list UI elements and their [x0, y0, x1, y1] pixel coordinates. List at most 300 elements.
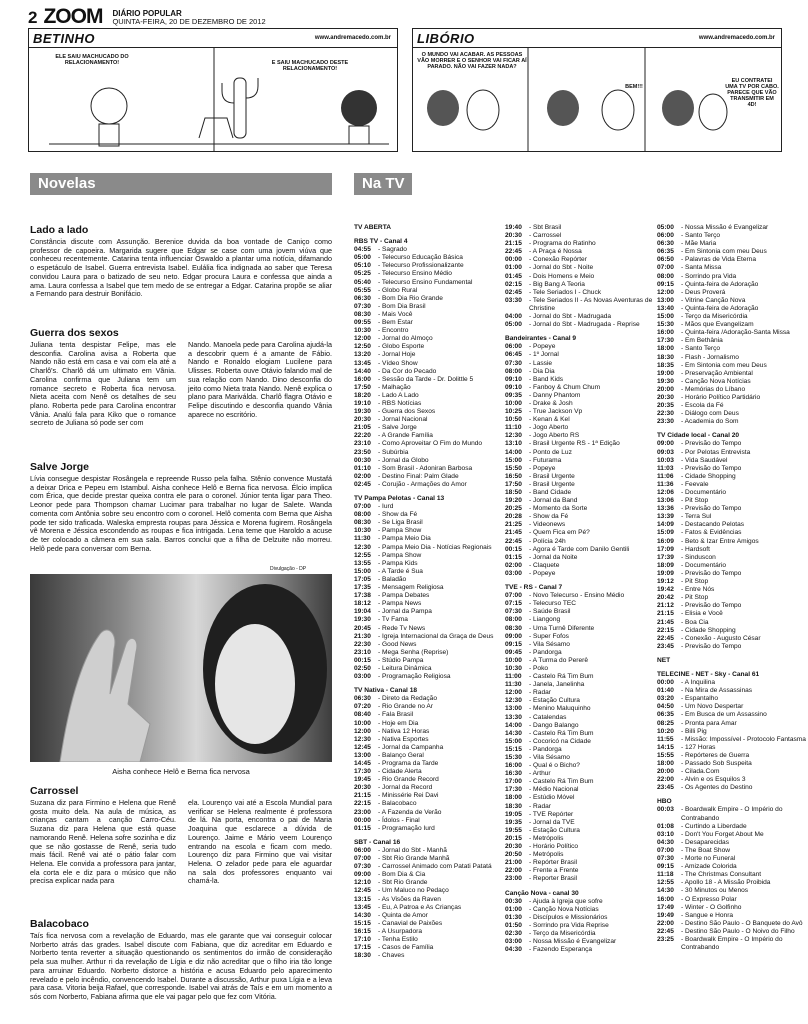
program-name: - Terço da Misericórdia	[681, 313, 748, 321]
program-time: 22:45	[657, 927, 674, 935]
program-name: - Espantalho	[681, 695, 719, 703]
program-time: 15:50	[505, 464, 522, 472]
program-time: 14:00	[505, 721, 522, 729]
program-row	[657, 297, 807, 305]
program-row	[657, 928, 807, 936]
program-row	[354, 744, 502, 752]
program-row	[505, 770, 653, 778]
program-name: - Metrópolis	[529, 834, 564, 842]
program-row	[354, 720, 502, 728]
program-row	[354, 809, 502, 817]
program-row	[354, 600, 502, 608]
program-name: - Quem Fica em Pé?	[529, 529, 590, 537]
program-time: 09:35	[505, 391, 522, 399]
program-time: 03:00	[505, 569, 522, 577]
comic-betinho	[28, 28, 398, 152]
program-row	[657, 768, 807, 776]
program-name: - Lassie	[529, 359, 553, 367]
program-name: - Leitura Dinâmica	[378, 664, 432, 672]
program-name: - Jornal Nacional	[378, 416, 428, 424]
program-name: - Carrossel	[529, 232, 562, 240]
channel-heading: RBS TV - Canal 4	[354, 238, 408, 246]
program-row	[657, 887, 807, 895]
program-name: - Casos de Família	[378, 944, 434, 952]
program-row	[657, 720, 807, 728]
program-row	[354, 728, 502, 736]
program-name: - Jornal da Pampa	[378, 608, 432, 616]
program-time: 18:12	[354, 600, 371, 608]
program-name: - Tv Fama	[378, 616, 408, 624]
program-name: - Catalendas	[529, 713, 567, 721]
program-name: - Programa da Tarde	[378, 760, 439, 767]
program-time: 09:15	[505, 640, 522, 648]
program-row	[505, 554, 653, 562]
program-name: - Igreja Internacional da Graça de Deus	[378, 632, 494, 640]
program-time: 15:00	[505, 737, 522, 745]
program-name: - Canção Nova Notícias	[681, 377, 751, 385]
program-name: - Estúdio Móvel	[529, 794, 575, 802]
program-row	[354, 511, 502, 519]
program-row	[354, 408, 502, 416]
program-name: - Nativa 12 Horas	[378, 727, 430, 735]
program-row	[354, 584, 502, 592]
program-row	[657, 513, 807, 521]
program-name: - Previsão do Tempo	[681, 464, 742, 472]
program-row	[657, 402, 807, 410]
program-time: 20:30	[505, 232, 522, 240]
program-name: - Eu, A Patroa e As Crianças	[378, 903, 462, 911]
program-time: 07:30	[354, 302, 371, 310]
program-time: 07:00	[657, 846, 674, 854]
program-time: 20:35	[657, 402, 674, 410]
program-time: 12:00	[354, 727, 371, 735]
program-name: - Estação Cultura	[529, 697, 580, 705]
program-time: 14:45	[354, 760, 371, 767]
program-name: - Telecurso Educação Básica	[378, 254, 463, 262]
program-row	[354, 703, 502, 711]
program-name: - As Visões da Raven	[378, 895, 441, 903]
program-time: 16:30	[505, 770, 522, 778]
program-row	[505, 289, 653, 297]
program-name: - Show da Fé	[378, 511, 418, 519]
program-row	[505, 343, 653, 351]
program-time: 06:50	[657, 256, 674, 264]
program-row	[354, 665, 502, 673]
program-name: - Som Brasil - Adoniran Barbosa	[378, 464, 473, 472]
program-time: 16:00	[657, 329, 674, 337]
program-row	[354, 544, 502, 552]
program-time: 01:08	[657, 822, 674, 830]
program-row	[657, 760, 807, 768]
program-row	[505, 946, 653, 954]
program-name: - True Jackson Vp	[529, 408, 583, 416]
program-time: 01:15	[505, 553, 522, 561]
program-name: - Momento da Sorte	[529, 505, 588, 513]
program-name: - Corujão - Armações do Amor	[378, 480, 467, 488]
program-name: - Stúdio Pampa	[378, 656, 424, 664]
program-row	[354, 457, 502, 465]
program-row	[657, 465, 807, 473]
program-row	[505, 240, 653, 248]
program-row	[657, 711, 807, 719]
program-row	[354, 552, 502, 560]
program-name: - Billi Pig	[681, 727, 707, 735]
photo-credit: Divulgação - DP	[270, 566, 307, 572]
program-row	[354, 920, 502, 928]
program-row	[657, 386, 807, 394]
program-time: 08:00	[505, 616, 522, 624]
program-row	[354, 535, 502, 543]
program-row	[354, 254, 502, 262]
program-name: - Baladão	[378, 575, 407, 583]
program-time: 13:39	[657, 513, 674, 521]
program-row	[354, 527, 502, 535]
program-time: 14:30	[657, 887, 674, 895]
program-row	[505, 930, 653, 938]
program-time: 17:30	[657, 337, 674, 345]
program-name: - Big Bang A Teoria	[529, 280, 585, 288]
program-time: 12:30	[505, 432, 522, 440]
program-row	[354, 360, 502, 368]
program-time: 18:30	[505, 802, 522, 810]
program-time: 11:30	[505, 681, 522, 689]
program-time: 17:10	[354, 935, 371, 943]
program-time: 00:00	[354, 816, 371, 824]
program-row	[505, 538, 653, 546]
program-name: - Sbt Brasil	[529, 224, 562, 231]
program-time: 01:40	[657, 687, 674, 695]
program-row	[354, 327, 502, 335]
program-name: - Subúrbia	[378, 448, 409, 456]
program-row	[505, 521, 653, 529]
program-name: - Dango Balango	[529, 721, 579, 729]
program-time: 13:30	[505, 713, 522, 721]
program-time: 19:35	[505, 818, 522, 826]
program-time: 03:00	[354, 673, 371, 681]
program-time: 18:30	[657, 353, 674, 361]
masthead	[112, 10, 265, 26]
newspaper-name: DIÁRIO POPULAR	[112, 9, 182, 18]
program-time: 05:55	[354, 286, 371, 294]
program-time: 17:30	[505, 786, 522, 794]
program-name: - Telecurso Profissionalizante	[378, 262, 464, 270]
speech-bubble: BEM!!!	[625, 84, 643, 90]
speech-bubble: O MUNDO VAI ACABAR. AS PESSOAS VÃO MORRER E O SENHOR VAI FICAR AÍ PARADO. NÃO VAI FAZER NADA?	[417, 52, 527, 70]
program-row	[657, 936, 807, 952]
program-name: - Programa do Ratinho	[529, 240, 596, 248]
program-name: - Liangong	[529, 616, 561, 624]
program-row	[354, 800, 502, 808]
program-name: - Polícia 24h	[529, 537, 566, 545]
program-time: 21:00	[505, 859, 522, 867]
story-title: Carrossel	[30, 785, 79, 797]
program-name: - Pandorga	[529, 745, 562, 753]
program-time: 20:45	[354, 624, 371, 632]
program-name: - Balacobaco	[378, 800, 417, 808]
program-name: - Em Sintonia com meu Deus	[681, 248, 767, 256]
program-name: - Radar	[529, 689, 551, 697]
program-row	[354, 855, 502, 863]
program-time: 19:20	[505, 497, 522, 505]
program-name: - Frente a Frente	[529, 867, 579, 875]
program-row	[657, 703, 807, 711]
program-name: - Conexão - Augusto César	[681, 634, 761, 642]
program-time: 21:45	[505, 529, 522, 537]
program-time: 16:00	[657, 895, 674, 903]
program-name: - Documentário	[681, 489, 727, 496]
program-name: - Balanço Geral	[378, 751, 424, 759]
program-time: 13:06	[657, 497, 674, 505]
program-name: - Sorrindo pra Vida Reprise	[529, 921, 609, 929]
program-name: - Popeye	[529, 569, 556, 577]
program-time: 06:00	[354, 846, 371, 854]
program-time: 18:30	[354, 952, 371, 960]
program-time: 12:06	[657, 489, 674, 496]
channel-heading: HBO	[657, 798, 672, 806]
program-time: 11:18	[657, 871, 674, 879]
program-name: - Previsão do Tempo	[681, 569, 742, 577]
program-name: - Palavras de Vida Eterna	[681, 256, 757, 264]
story-balacobaco	[30, 918, 332, 1002]
program-time: 13:15	[354, 895, 371, 903]
program-name: - Jornal do Sbt - Manhã	[378, 846, 447, 854]
program-time: 08:00	[657, 272, 674, 280]
program-row	[505, 681, 653, 689]
program-time: 06:30	[354, 695, 371, 703]
program-time: 20:15	[505, 834, 522, 842]
program-name: - Programação Religiosa	[378, 673, 451, 681]
program-name: - Santo Terço	[681, 232, 721, 240]
program-time: 02:45	[505, 288, 522, 296]
program-row	[505, 633, 653, 641]
story-title: Balacobaco	[30, 918, 89, 930]
program-name: - Quinta-feira /Adoração-Santa Missa	[681, 329, 790, 337]
program-name: - Globo Rural	[378, 286, 418, 294]
program-row	[354, 311, 502, 319]
program-time: 01:15	[354, 824, 371, 832]
program-time: 19:04	[354, 608, 371, 616]
program-time: 12:30	[505, 697, 522, 705]
program-row	[354, 432, 502, 440]
program-time: 19:12	[657, 578, 674, 586]
program-time: 08:25	[657, 719, 674, 727]
program-row	[505, 321, 653, 329]
program-time: 05:00	[505, 321, 522, 329]
program-row	[505, 778, 653, 786]
program-name: - Boardwalk Empire - O Império do Contrabando	[681, 806, 783, 822]
program-row	[354, 711, 502, 719]
program-row	[505, 473, 653, 481]
program-time: 09:03	[657, 448, 674, 456]
program-row	[354, 673, 502, 681]
program-row	[505, 505, 653, 513]
photo-illustration	[30, 574, 332, 762]
program-time: 18:20	[354, 391, 371, 399]
program-name: - Cilada.Com	[681, 768, 720, 776]
program-time: 12:55	[657, 879, 674, 887]
program-time: 03:20	[657, 695, 674, 703]
program-time: 22:45	[505, 537, 522, 545]
program-time: 12:45	[354, 743, 371, 751]
program-row	[505, 608, 653, 616]
program-time: 23:50	[354, 448, 371, 456]
program-time: 13:45	[354, 903, 371, 911]
program-row	[505, 616, 653, 624]
program-row	[354, 825, 502, 833]
program-time: 17:00	[505, 778, 522, 786]
story-title: Salve Jorge	[30, 461, 89, 473]
program-time: 03:30	[505, 296, 522, 304]
program-row	[505, 376, 653, 384]
program-time: 06:35	[657, 248, 674, 256]
program-time: 21:12	[657, 602, 674, 610]
program-row	[657, 586, 807, 594]
program-name: - Ponto de Luz	[529, 448, 572, 456]
program-name: - Jornal Hoje	[378, 351, 416, 359]
program-name: - A Inquilina	[681, 679, 716, 687]
program-row	[505, 738, 653, 746]
program-time: 07:30	[354, 863, 371, 871]
program-name: - Na Mira de Assassinas	[681, 687, 753, 695]
program-row	[354, 896, 502, 904]
program-row	[354, 351, 502, 359]
channel-heading: SBT - Canal 16	[354, 838, 401, 846]
program-time: 15:15	[354, 919, 371, 927]
program-name: - Winter - O Golfinho	[681, 903, 742, 911]
program-name: - Quinta-feira de Adoração	[681, 304, 759, 312]
program-time: 08:30	[505, 624, 522, 632]
program-name: - Salve Jorge	[378, 424, 417, 432]
story-text-col2: ela. Lourenço vai até a Escola Mundial para verificar se Helena realmente é professora de lá. Na porta, encontra o pai de Maria Joaquina que esclarece a dúvida de Lourenço. Jaime e Mário veem Lourenço entrando na escola e ficam com medo. Lourenço diz para Firmino que vai visitar Helena. O zelador pede para ele aguardar na sala dos professores enquanto vai chamá-la.	[188, 798, 332, 886]
program-time: 20:30	[354, 416, 371, 424]
program-name: - Os Agentes do Destino	[681, 784, 753, 792]
program-row	[657, 224, 807, 232]
program-row	[505, 224, 653, 232]
program-row	[505, 416, 653, 424]
program-time: 07:30	[657, 855, 674, 863]
channel-heading: Canção Nova - canal 30	[505, 889, 579, 897]
program-row	[657, 410, 807, 418]
program-time: 23:00	[354, 808, 371, 816]
program-time: 20:00	[657, 768, 674, 776]
program-name: - Direto da Redação	[378, 695, 438, 703]
story-lado-a-lado	[30, 224, 332, 299]
program-row	[354, 784, 502, 792]
program-name: - Flash - Jornalismo	[681, 353, 739, 361]
program-name: - Mãe Maria	[681, 240, 717, 248]
program-time: 22:15	[354, 800, 371, 808]
program-row	[354, 768, 502, 776]
program-row	[354, 944, 502, 952]
program-time: 10:20	[657, 727, 674, 735]
program-row	[354, 912, 502, 920]
program-time: 17:15	[354, 944, 371, 952]
program-name: - Boardwalk Empire - O Império do Contrabando	[681, 935, 783, 952]
program-name: - Passado Sob Suspeita	[681, 760, 752, 767]
program-name: - Deus Proverá	[681, 288, 726, 296]
program-name: - Sinduscon	[681, 553, 716, 561]
program-row	[505, 714, 653, 722]
program-name: - Super Fofos	[529, 632, 569, 640]
program-row	[657, 839, 807, 847]
program-time: 13:10	[505, 440, 522, 448]
program-name: - Claquete	[529, 561, 560, 569]
speech-bubble: E SAIU MACHUCADO DESTE RELACIONAMENTO!	[271, 60, 349, 72]
program-name: - Don't You Forget About Me	[681, 830, 764, 838]
program-time: 03:00	[505, 938, 522, 946]
program-time: 04:00	[505, 313, 522, 321]
program-time: 19:30	[657, 377, 674, 385]
program-row	[354, 904, 502, 912]
comic-strip-panel	[413, 47, 781, 151]
program-name: - Boa Cia	[681, 618, 709, 626]
program-name: - Bem Estar	[378, 319, 413, 327]
program-row	[354, 625, 502, 633]
program-row	[657, 264, 807, 272]
program-name: - Pandorga	[529, 648, 562, 656]
program-name: - Nossa Missão é Evangelizar	[529, 938, 617, 946]
program-time: 02:00	[354, 472, 371, 480]
program-name: - Quinta-feira de Adoração	[681, 280, 759, 288]
program-time: 17:09	[657, 545, 674, 553]
program-row	[354, 936, 502, 944]
program-time: 10:00	[505, 656, 522, 664]
program-time: 19:09	[657, 569, 674, 577]
program-name: - Pampa Debates	[378, 592, 430, 600]
program-row	[505, 400, 653, 408]
program-time: 04:50	[657, 703, 674, 711]
program-row	[657, 240, 807, 248]
program-time: 19:00	[657, 369, 674, 377]
program-row	[657, 497, 807, 505]
program-time: 13:00	[354, 751, 371, 759]
program-name: - Previsão do Tempo	[681, 642, 742, 650]
channel-heading: TV Nativa - Canal 18	[354, 687, 418, 695]
program-row	[354, 752, 502, 760]
program-name: - Hoje em Dia	[378, 719, 419, 727]
program-time: 08:30	[354, 519, 371, 527]
program-name: - Ídolos - Final	[378, 816, 420, 824]
program-row	[657, 687, 807, 695]
program-name: - A Usurpadora	[378, 927, 422, 935]
program-name: - O Expresso Polar	[681, 895, 737, 903]
program-row	[657, 904, 807, 912]
program-name: - Jornal do Sbt - Madrugada	[529, 313, 612, 321]
program-name: - Um Maluco no Pedaço	[378, 887, 449, 895]
program-name: - Kenan & Kel	[529, 416, 570, 424]
program-row	[505, 803, 653, 811]
program-row	[354, 736, 502, 744]
program-name: - Previsão do Tempo	[681, 505, 742, 513]
program-time: 11:30	[354, 535, 371, 543]
program-name: - Telecurso Ensino Médio	[378, 270, 452, 278]
program-name: - Cidade Shopping	[681, 472, 736, 480]
program-name: - Alvin e os Esquilos 3	[681, 776, 746, 784]
tv-listing-col3	[657, 224, 807, 952]
program-time: 16:15	[354, 927, 371, 935]
channel-heading: TVE - RS - Canal 7	[505, 584, 563, 592]
program-time: 00:30	[505, 897, 522, 905]
program-name: - Reporter Brasil	[529, 875, 578, 883]
program-row	[354, 481, 502, 489]
program-name: - Popeye	[529, 464, 556, 472]
program-row	[657, 831, 807, 839]
program-time: 02:15	[505, 280, 522, 288]
program-name: - Preservação Ambiental	[681, 369, 753, 377]
program-name: - Conexão Repórter	[529, 256, 587, 264]
program-name: - The Boat Show	[681, 846, 730, 854]
program-name: - Jornal da Record	[378, 784, 433, 792]
